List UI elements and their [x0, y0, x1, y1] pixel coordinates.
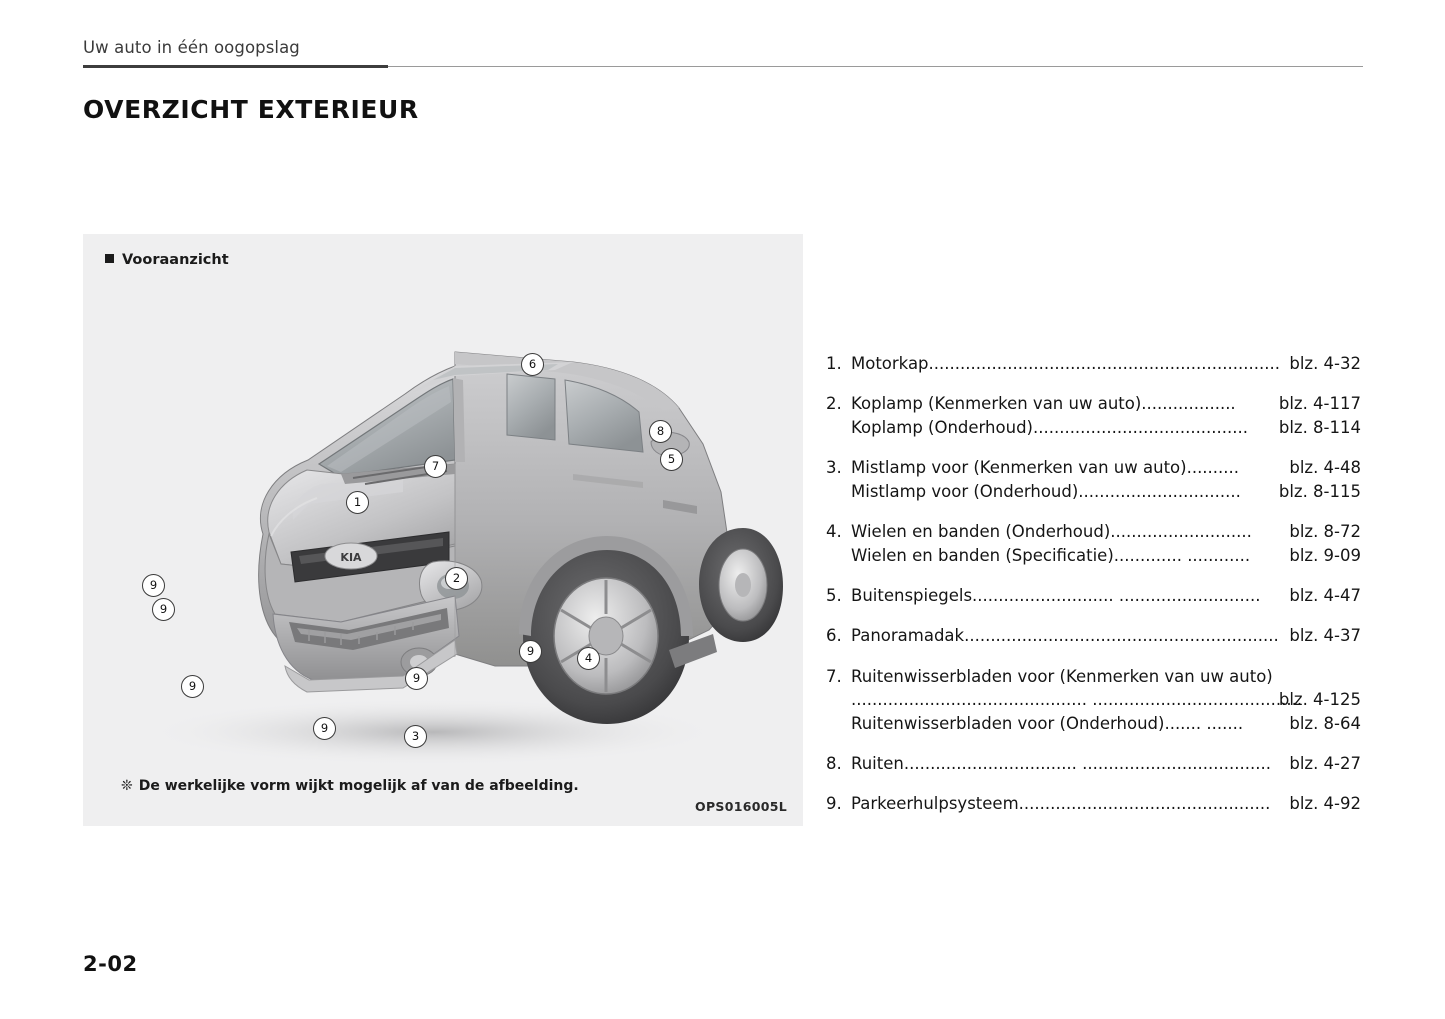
callout-label: 6: [528, 357, 537, 371]
callout-3: [404, 725, 427, 748]
callout-7: [424, 455, 447, 478]
legend-item-6: [826, 624, 1361, 647]
svg-text:KIA: KIA: [340, 551, 362, 564]
callout-label: 1: [353, 495, 362, 509]
header-rule-dark: [83, 65, 388, 68]
header-rule-light: [388, 66, 1363, 67]
figure-caption: [105, 252, 229, 268]
legend-body: [851, 752, 1361, 775]
figure-note-text: De werkelijke vorm wijkt mogelijk af van de afbeelding.: [138, 778, 579, 794]
callout-label: 4: [584, 651, 593, 665]
callout-label: 8: [656, 424, 665, 438]
legend-text: Wielen en banden (Onderhoud)...........................: [851, 522, 1252, 542]
legend-ref: blz. 8-114: [1278, 417, 1361, 437]
legend-ref: blz. 4-48: [1289, 458, 1361, 478]
callout-8: [649, 420, 672, 443]
legend-line: [851, 752, 1361, 775]
legend-body: [851, 352, 1361, 375]
callout-9-a: [142, 574, 165, 597]
callout-label: 7: [431, 459, 440, 473]
legend-number: 3.: [826, 458, 842, 478]
legend-line: [851, 392, 1361, 415]
callout-label: 9: [320, 721, 329, 735]
legend-ref: blz. 8-64: [1289, 713, 1361, 733]
legend-line: [851, 584, 1361, 607]
legend-text: Buitenspiegels........................... ...........................: [851, 585, 1261, 605]
legend-text: Motorkap...................................................................: [851, 354, 1280, 373]
legend-list: [826, 352, 1361, 833]
callout-5: [660, 448, 683, 471]
legend-ref: blz. 4-27: [1289, 754, 1361, 774]
legend-item-4: [826, 520, 1361, 567]
legend-line: [851, 480, 1361, 503]
legend-item-1: [826, 352, 1361, 375]
legend-item-8: [826, 752, 1361, 775]
legend-item-2: [826, 392, 1361, 439]
legend-ref: blz. 4-47: [1289, 585, 1361, 605]
legend-item-7: [826, 665, 1361, 735]
legend-line: [851, 352, 1361, 375]
callout-9-f: [313, 717, 336, 740]
page-header: [83, 38, 1363, 68]
legend-line: [851, 544, 1361, 567]
callout-9-d: [405, 667, 428, 690]
chapter-title: Uw auto in één oogopslag: [83, 38, 300, 57]
legend-text: Mistlamp voor (Onderhoud)...............................: [851, 481, 1241, 501]
legend-ref: blz. 4-117: [1278, 394, 1361, 414]
legend-text: Panoramadak............................................................: [851, 626, 1279, 646]
legend-line: [851, 665, 1361, 688]
callout-label: 9: [526, 644, 535, 658]
legend-text: Parkeerhulpsysteem................................................: [851, 794, 1271, 814]
callout-label: 3: [411, 729, 420, 743]
callout-9-b: [152, 598, 175, 621]
legend-text: ............................................. ........................................: [851, 690, 1303, 710]
legend-body: [851, 792, 1361, 815]
legend-line: [851, 792, 1361, 815]
legend-number: 8.: [826, 754, 842, 774]
callout-6: [521, 353, 544, 376]
legend-text: Ruitenwisserbladen voor (Kenmerken van uw auto): [851, 666, 1273, 686]
legend-item-3: [826, 456, 1361, 503]
figure-note: [121, 778, 579, 794]
legend-text: Ruiten................................. ....................................: [851, 754, 1271, 774]
legend-body: [851, 456, 1361, 503]
legend-ref: blz. 4-92: [1289, 794, 1361, 814]
legend-text: Wielen en banden (Specificatie)............. ............: [851, 545, 1251, 565]
legend-text: Koplamp (Onderhoud).........................................: [851, 417, 1249, 437]
legend-line: [851, 624, 1361, 647]
legend-ref: blz. 9-09: [1289, 545, 1361, 565]
car-illustration: [103, 284, 783, 774]
legend-item-5: [826, 584, 1361, 607]
legend-body: [851, 665, 1361, 735]
callout-label: 5: [667, 452, 676, 466]
callout-label: 2: [452, 571, 461, 585]
legend-number: 4.: [826, 522, 842, 542]
legend-ref: blz. 4-32: [1289, 354, 1361, 373]
callout-4: [577, 647, 600, 670]
callout-label: 9: [159, 602, 168, 616]
asterisk-icon: ❊: [121, 778, 133, 794]
page-number: 2-02: [83, 952, 138, 976]
legend-text: Ruitenwisserbladen voor (Onderhoud)....... .......: [851, 713, 1244, 733]
figure-panel: [83, 234, 803, 826]
legend-line: [851, 416, 1361, 439]
legend-text: Koplamp (Kenmerken van uw auto)..................: [851, 394, 1236, 414]
legend-body: [851, 624, 1361, 647]
legend-body: [851, 520, 1361, 567]
legend-body: [851, 584, 1361, 607]
bullet-square-icon: [105, 254, 114, 263]
legend-number: 9.: [826, 794, 842, 814]
callout-label: 9: [412, 671, 421, 685]
callout-9-e: [181, 675, 204, 698]
legend-body: [851, 392, 1361, 439]
legend-text: Mistlamp voor (Kenmerken van uw auto)..........: [851, 458, 1240, 478]
legend-line: [851, 456, 1361, 479]
legend-number: 2.: [826, 394, 842, 414]
callout-2: [445, 567, 468, 590]
figure-code: OPS016005L: [695, 799, 787, 814]
legend-ref: blz. 8-72: [1289, 522, 1361, 542]
legend-ref: blz. 4-37: [1289, 626, 1361, 646]
legend-line: [851, 520, 1361, 543]
callout-1: [346, 491, 369, 514]
legend-line: [851, 712, 1361, 735]
figure-caption-label: Vooraanzicht: [122, 252, 229, 268]
legend-ref: blz. 8-115: [1278, 481, 1361, 501]
callout-label: 9: [188, 679, 197, 693]
callout-label: 9: [149, 578, 158, 592]
legend-number: 5.: [826, 585, 842, 605]
legend-line: [851, 688, 1361, 711]
legend-number: 6.: [826, 626, 842, 646]
legend-ref: blz. 4-125: [1278, 690, 1361, 710]
legend-item-9: [826, 792, 1361, 815]
legend-number: 1.: [826, 354, 842, 373]
callout-9-c: [519, 640, 542, 663]
page-title: OVERZICHT EXTERIEUR: [83, 95, 419, 124]
legend-number: 7.: [826, 666, 842, 686]
